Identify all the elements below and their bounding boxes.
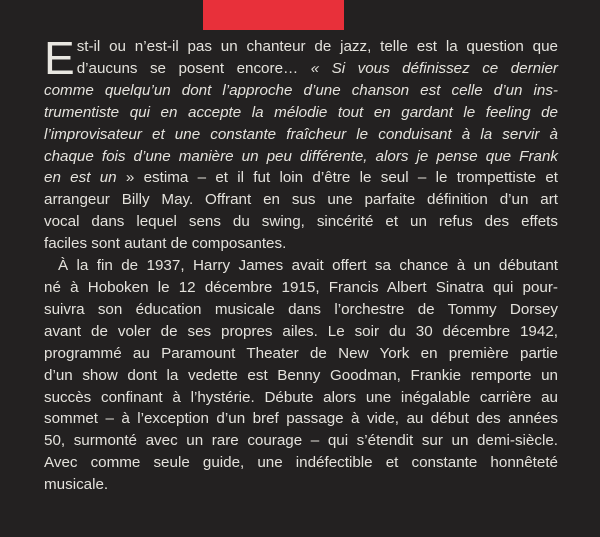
- italic-quote: comme quelqu’un dont l’approche d’une chanson est celle d’un ins-: [44, 81, 558, 99]
- text-line: sommet – à l’exception d’un bref passage à vide, au début des années: [44, 410, 558, 428]
- italic-quote: « Si vous définissez ce dernier: [310, 59, 558, 77]
- article-text: [44, 32, 558, 496]
- text-span: d’aucuns se posent encore…: [76, 59, 311, 77]
- text-line: [44, 167, 558, 189]
- text-line: d’un show dont la vedette est Benny Goodman, Frankie remporte un: [44, 366, 558, 384]
- text-line: suivra son éducation musicale dans l’orchestre de Tommy Dorsey: [44, 300, 558, 318]
- drop-cap: E: [44, 32, 75, 84]
- text-line: st-il ou n’est-il pas un chanteur de jazz, telle est la question que: [76, 38, 558, 55]
- text-line: vocal dans lequel sens du swing, sincérité et un refus des effets: [44, 213, 558, 231]
- text-line: né à Hoboken le 12 décembre 1915, Francis Albert Sinatra qui pour-: [44, 278, 558, 296]
- text-line: faciles sont autant de composantes.: [44, 235, 287, 253]
- italic-quote: l’improvisateur et une constante fraîcheur le conduisant à la servir à: [44, 125, 558, 143]
- text-line: [44, 58, 558, 80]
- text-line: musicale.: [44, 476, 109, 494]
- paragraph-2: [44, 255, 558, 496]
- text-line: 50, surmonté avec un rare courage – qui s’étendit sur un demi-siècle.: [44, 432, 558, 450]
- text-line: arrangeur Billy May. Offrant en sus une parfaite définition d’un art: [44, 191, 558, 209]
- text-line: [44, 80, 558, 102]
- text-span: » estima – et il fut loin d’être le seul – le trompettiste et: [125, 169, 558, 187]
- text-line: [44, 146, 558, 168]
- text-line: [44, 102, 558, 124]
- text-line: Avec comme seule guide, une indéfectible et constante honnêteté: [44, 454, 558, 472]
- text-line: programmé au Paramount Theater de New York en première partie: [44, 344, 558, 362]
- paragraph-1: [44, 32, 558, 255]
- red-accent-bar: [203, 0, 344, 30]
- text-line: [44, 124, 558, 146]
- italic-quote: chaque fois d’une manière un peu différente, alors je pense que Frank: [44, 147, 558, 165]
- italic-quote: en est un: [44, 169, 126, 187]
- text-line: succès confinant à l’hystérie. Débute alors une inégalable carrière au: [44, 388, 558, 406]
- italic-quote: trumentiste qui en accepte la mélodie tout en gardant le feeling de: [44, 103, 558, 121]
- text-line: À la fin de 1937, Harry James avait offert sa chance à un débutant: [58, 257, 558, 275]
- text-line: avant de voler de ses propres ailes. Le soir du 30 décembre 1942,: [44, 322, 558, 340]
